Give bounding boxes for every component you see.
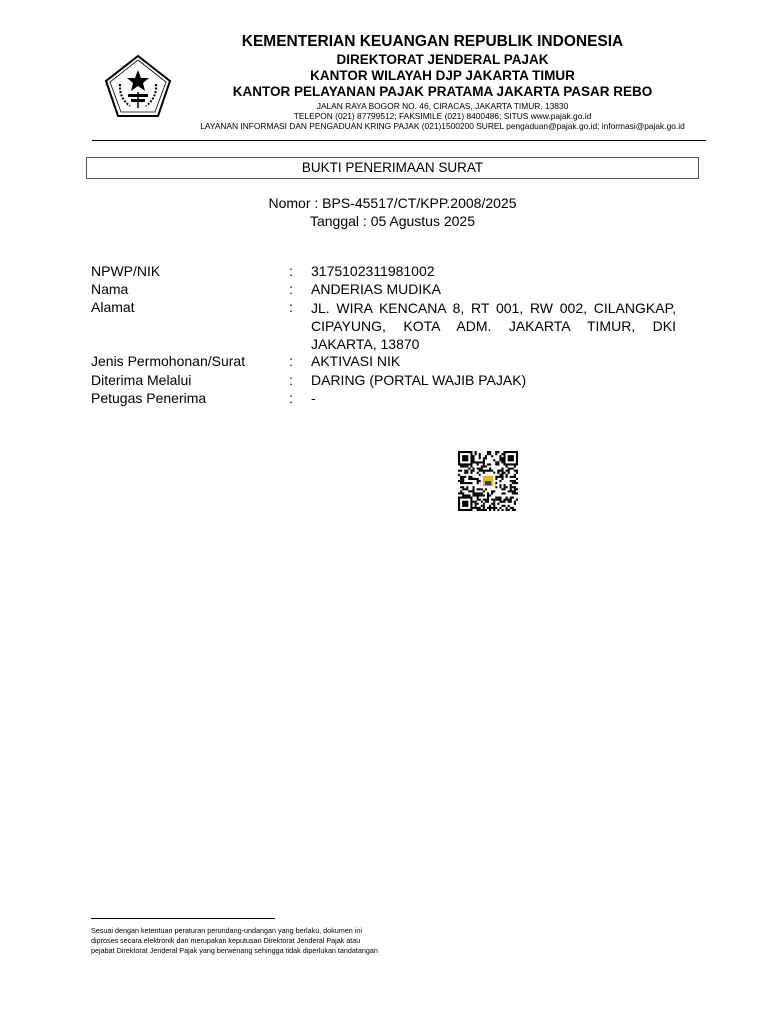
field-label: NPWP/NIK xyxy=(91,263,161,279)
field-value-nama: ANDERIAS MUDIKA xyxy=(311,281,441,297)
field-colon: : xyxy=(289,263,293,279)
field-value-jenis: AKTIVASI NIK xyxy=(311,353,401,369)
field-label: Jenis Permohonan/Surat xyxy=(91,353,246,369)
qr-code-icon xyxy=(456,451,520,511)
field-label: Nama xyxy=(91,281,129,297)
field-value-petugas: - xyxy=(311,390,316,406)
field-value-alamat: JL. WIRA KENCANA 8, RT 001, RW 002, CILANGKAP, CIPAYUNG, KOTA ADM. JAKARTA TIMUR, DKI JAKARTA, 13870 xyxy=(311,300,676,352)
field-colon: : xyxy=(289,390,293,406)
document-number: Nomor : BPS-45517/CT/KPP.2008/2025 xyxy=(268,195,517,211)
office-contact: TELEPON (021) 87799512; FAKSIMILE (021) 8400486; SITUS www.pajak.go.id xyxy=(293,111,592,121)
directorate-title: DIREKTORAT JENDERAL PAJAK xyxy=(336,52,549,67)
office-address: JALAN RAYA BOGOR NO. 46, CIRACAS, JAKARTA TIMUR, 13830 xyxy=(316,101,569,111)
footnote-line: pejabat Direktorat Jenderal Pajak yang berwenang sehingga tidak diperlukan tandatangan xyxy=(91,946,378,955)
field-label: Petugas Penerima xyxy=(91,390,207,406)
ministry-title: KEMENTERIAN KEUANGAN REPUBLIK INDONESIA xyxy=(241,33,624,50)
document-date: Tanggal : 05 Agustus 2025 xyxy=(309,213,476,229)
document-title: BUKTI PENERIMAAN SURAT xyxy=(86,157,699,179)
footnote-line: diproses secara elektronik dan merupakan keputusan Direktorat Jenderal Pajak atau xyxy=(91,936,361,945)
field-label: Alamat xyxy=(91,299,135,315)
tax-office-title: KANTOR PELAYANAN PAJAK PRATAMA JAKARTA PASAR REBO xyxy=(232,84,653,99)
footnote-divider xyxy=(91,918,275,919)
kemenkeu-emblem-icon xyxy=(103,54,173,118)
regional-office-title: KANTOR WILAYAH DJP JAKARTA TIMUR xyxy=(310,68,575,83)
letterhead-divider xyxy=(92,140,706,141)
field-value-diterima: DARING (PORTAL WAJIB PAJAK) xyxy=(311,372,527,388)
field-colon: : xyxy=(289,372,293,388)
field-colon: : xyxy=(289,281,293,297)
field-label: Diterima Melalui xyxy=(91,372,192,388)
field-value-npwp: 3175102311981002 xyxy=(311,263,435,279)
footnote-line: Sesuai dengan ketentuan peraturan perundang-undangan yang berlaku, dokumen ini xyxy=(91,926,362,935)
office-service-line: LAYANAN INFORMASI DAN PENGADUAN KRING PAJAK (021)1500200 SUREL pengaduan@pajak.go.id; informasi@pajak.go.id xyxy=(200,121,685,131)
field-colon: : xyxy=(289,353,293,369)
field-colon: : xyxy=(289,299,293,315)
